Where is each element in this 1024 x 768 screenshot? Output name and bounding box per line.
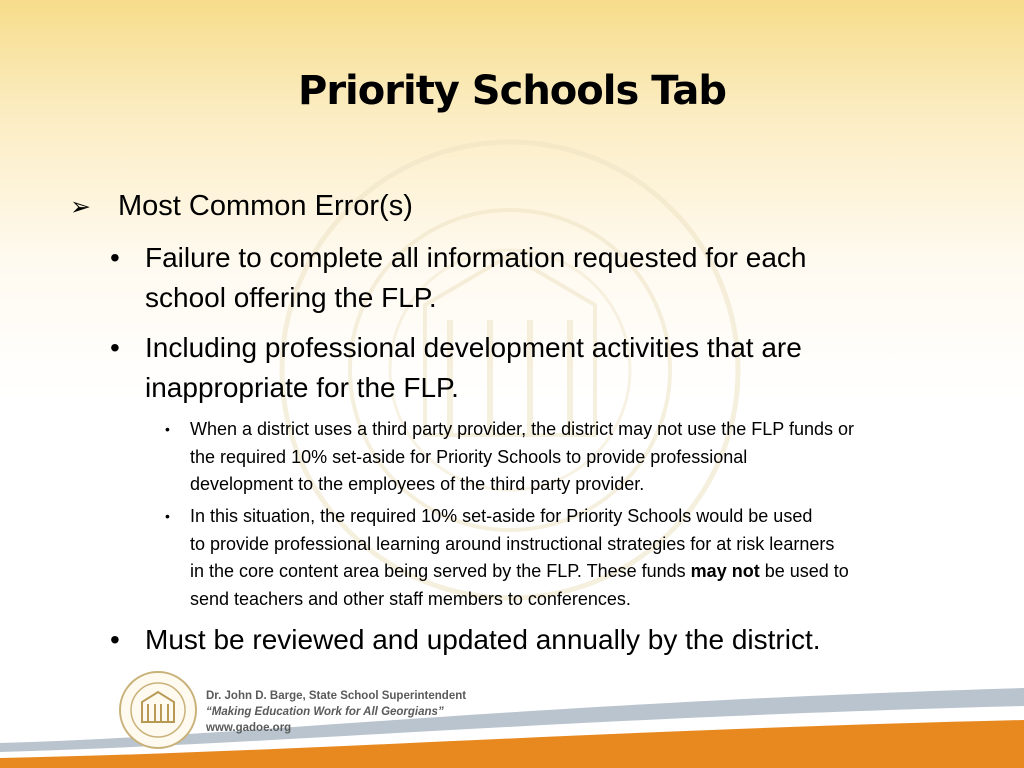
emphasis-may-not: may not <box>690 561 760 581</box>
arrowhead-bullet-icon: ➢ <box>70 193 91 221</box>
sub-bullet-text-2-line-4: send teachers and other staff members to conferences. <box>190 588 631 609</box>
heading-item <box>70 190 413 223</box>
motto-line: “Making Education Work for All Georgians” <box>206 706 444 718</box>
bullet-text-3: Must be reviewed and updated annually by the district. <box>145 624 821 655</box>
bullet-item-2 <box>110 328 910 408</box>
department-seal-icon <box>118 670 198 750</box>
line3-after: be used to <box>759 561 849 581</box>
sub-bullet-text-2-line-2: to provide professional learning around instructional strategies for at risk learners <box>190 533 835 554</box>
bullet-text-2-line-1: Including professional development activities that are <box>145 332 802 363</box>
heading-text: Most Common Error(s) <box>118 190 413 222</box>
dot-bullet-icon: • <box>165 508 170 524</box>
sub-bullet-item-2 <box>165 503 965 613</box>
footer-text <box>206 688 466 736</box>
bullet-text-1-line-1: Failure to complete all information requested for each <box>145 242 807 273</box>
sub-bullet-text-2-line-1: In this situation, the required 10% set-aside for Priority Schools would be used <box>190 506 813 526</box>
sub-bullet-text-1-line-2: the required 10% set-aside for Priority Schools to provide professional <box>190 446 748 467</box>
sub-bullet-text-1-line-1: When a district uses a third party provider, the district may not use the FLP funds or <box>190 419 854 439</box>
dot-bullet-icon: • <box>110 332 120 363</box>
sub-bullet-item-1 <box>165 416 965 499</box>
superintendent-line: Dr. John D. Barge, State School Superintendent <box>206 690 467 702</box>
bullet-text-2-line-2: inappropriate for the FLP. <box>145 372 459 403</box>
sub-bullet-text-1-line-3: development to the employees of the third party provider. <box>190 474 645 494</box>
dot-bullet-icon: • <box>165 421 170 437</box>
dot-bullet-icon: • <box>110 242 120 273</box>
line3-before: in the core content area being served by the FLP. These funds <box>190 561 691 581</box>
website-link[interactable]: www.gadoe.org <box>206 722 292 734</box>
slide-title: Priority Schools Tab <box>298 68 726 114</box>
dot-bullet-icon: • <box>110 624 120 655</box>
bullet-item-1 <box>110 238 910 318</box>
bullet-text-1-line-2: school offering the FLP. <box>145 282 437 313</box>
sub-bullet-text-2-line-3 <box>190 558 965 586</box>
